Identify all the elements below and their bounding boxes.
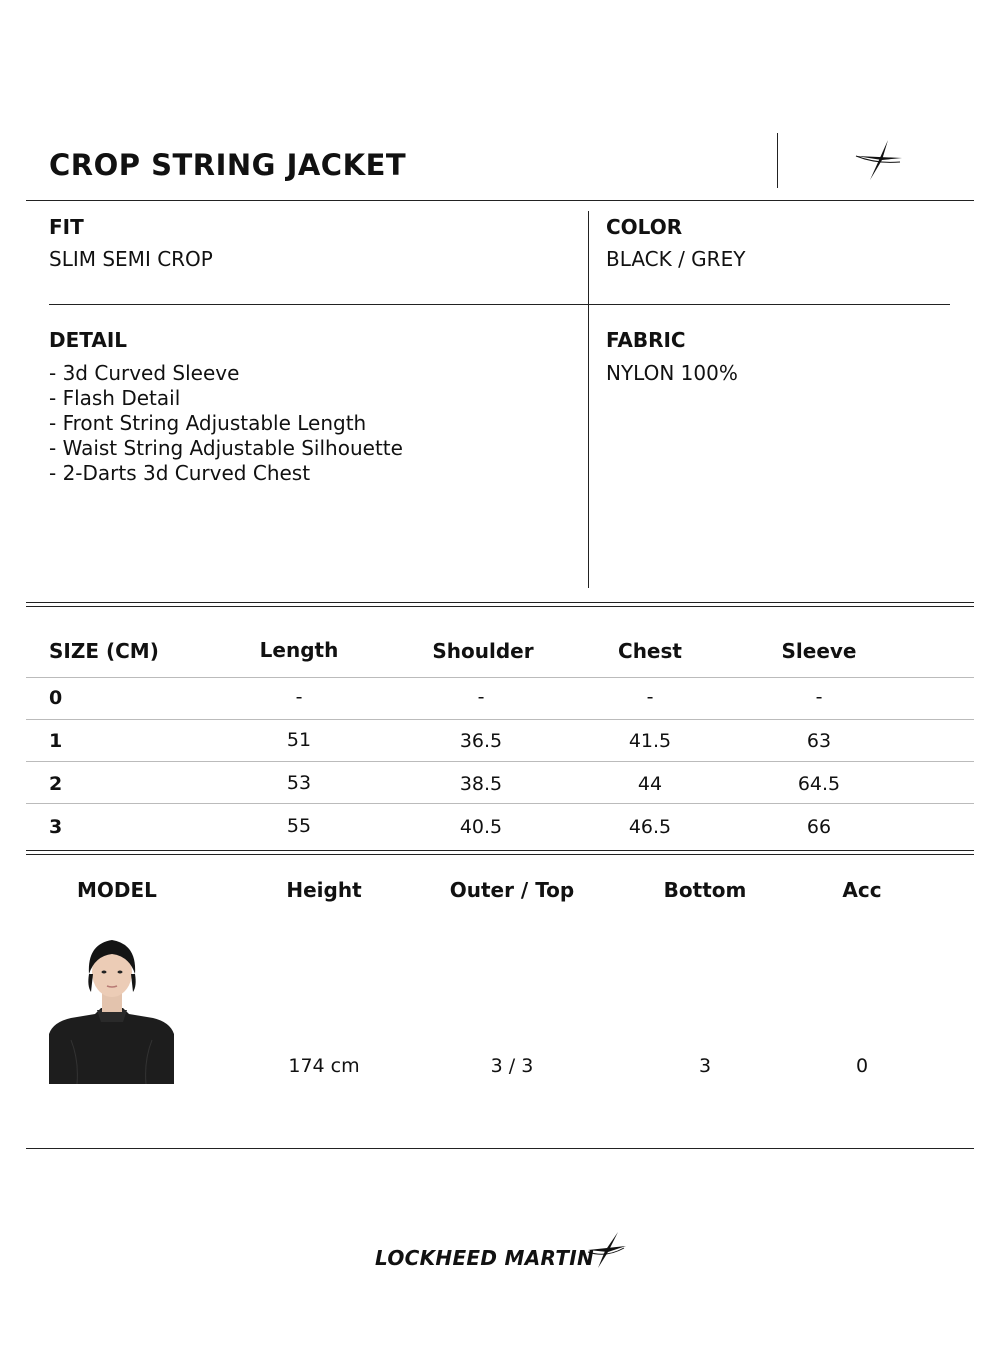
list-item: - Flash Detail: [49, 386, 181, 410]
size-cell: 2: [49, 773, 63, 795]
table-cell: 66: [806, 816, 832, 838]
list-item: - Waist String Adjustable Silhouette: [49, 436, 403, 460]
table-cell: 44: [637, 773, 663, 795]
model-outer-top-value: 3 / 3: [490, 1055, 534, 1077]
footer-rule: [26, 1148, 974, 1149]
table-bottom-rule: [26, 850, 974, 851]
bottom-header: Bottom: [663, 878, 747, 902]
column-divider: [588, 211, 589, 588]
height-header: Height: [286, 878, 362, 902]
table-cell: -: [815, 686, 823, 708]
list-item: - 3d Curved Sleeve: [49, 361, 240, 385]
star-swoosh-icon: [852, 138, 908, 184]
table-top-rule: [26, 606, 974, 607]
size-header: SIZE (CM): [49, 639, 159, 663]
row-rule: [26, 803, 974, 804]
fabric-value: NYLON 100%: [606, 361, 738, 385]
shoulder-header: Shoulder: [432, 639, 534, 663]
model-bottom-value: 3: [698, 1055, 712, 1077]
row-rule: [26, 677, 974, 678]
table-cell: 46.5: [628, 816, 672, 838]
detail-label: DETAIL: [49, 328, 128, 352]
fit-label: FIT: [49, 215, 84, 239]
table-cell: -: [295, 686, 303, 708]
size-cell: 1: [49, 730, 63, 752]
length-header: Length: [259, 638, 339, 662]
table-cell: 41.5: [628, 730, 672, 752]
fit-value: SLIM SEMI CROP: [49, 247, 213, 271]
section-rule: [49, 304, 950, 305]
page-title: CROP STRING JACKET: [49, 148, 407, 182]
model-header: MODEL: [77, 878, 157, 902]
size-cell: 0: [49, 687, 63, 709]
row-rule: [26, 761, 974, 762]
row-rule: [26, 719, 974, 720]
table-cell: 38.5: [459, 773, 503, 795]
header-divider: [777, 133, 778, 188]
table-cell: 64.5: [797, 773, 841, 795]
table-cell: 51: [286, 729, 312, 751]
star-swoosh-icon: [586, 1230, 628, 1270]
table-cell: -: [477, 686, 485, 708]
color-label: COLOR: [606, 215, 683, 239]
color-value: BLACK / GREY: [606, 247, 746, 271]
list-item: - 2-Darts 3d Curved Chest: [49, 461, 311, 485]
model-acc-value: 0: [855, 1055, 869, 1077]
table-cell: 40.5: [459, 816, 503, 838]
acc-header: Acc: [842, 878, 882, 902]
table-cell: 36.5: [459, 730, 503, 752]
sleeve-header: Sleeve: [781, 639, 857, 663]
size-cell: 3: [49, 816, 63, 838]
brand-wordmark: LOCKHEED MARTIN: [375, 1246, 595, 1270]
detail-list: [49, 361, 403, 486]
table-cell: -: [646, 686, 654, 708]
table-bottom-rule: [26, 854, 974, 855]
list-item: - Front String Adjustable Length: [49, 411, 367, 435]
model-height-value: 174 cm: [288, 1055, 360, 1077]
table-cell: 53: [286, 772, 312, 794]
outer-top-header: Outer / Top: [449, 878, 575, 902]
fabric-label: FABRIC: [606, 328, 686, 352]
table-cell: 63: [806, 730, 832, 752]
model-photo: [49, 930, 174, 1084]
chest-header: Chest: [618, 639, 682, 663]
table-top-rule: [26, 602, 974, 603]
table-cell: 55: [286, 815, 312, 837]
header-rule: [26, 200, 974, 201]
